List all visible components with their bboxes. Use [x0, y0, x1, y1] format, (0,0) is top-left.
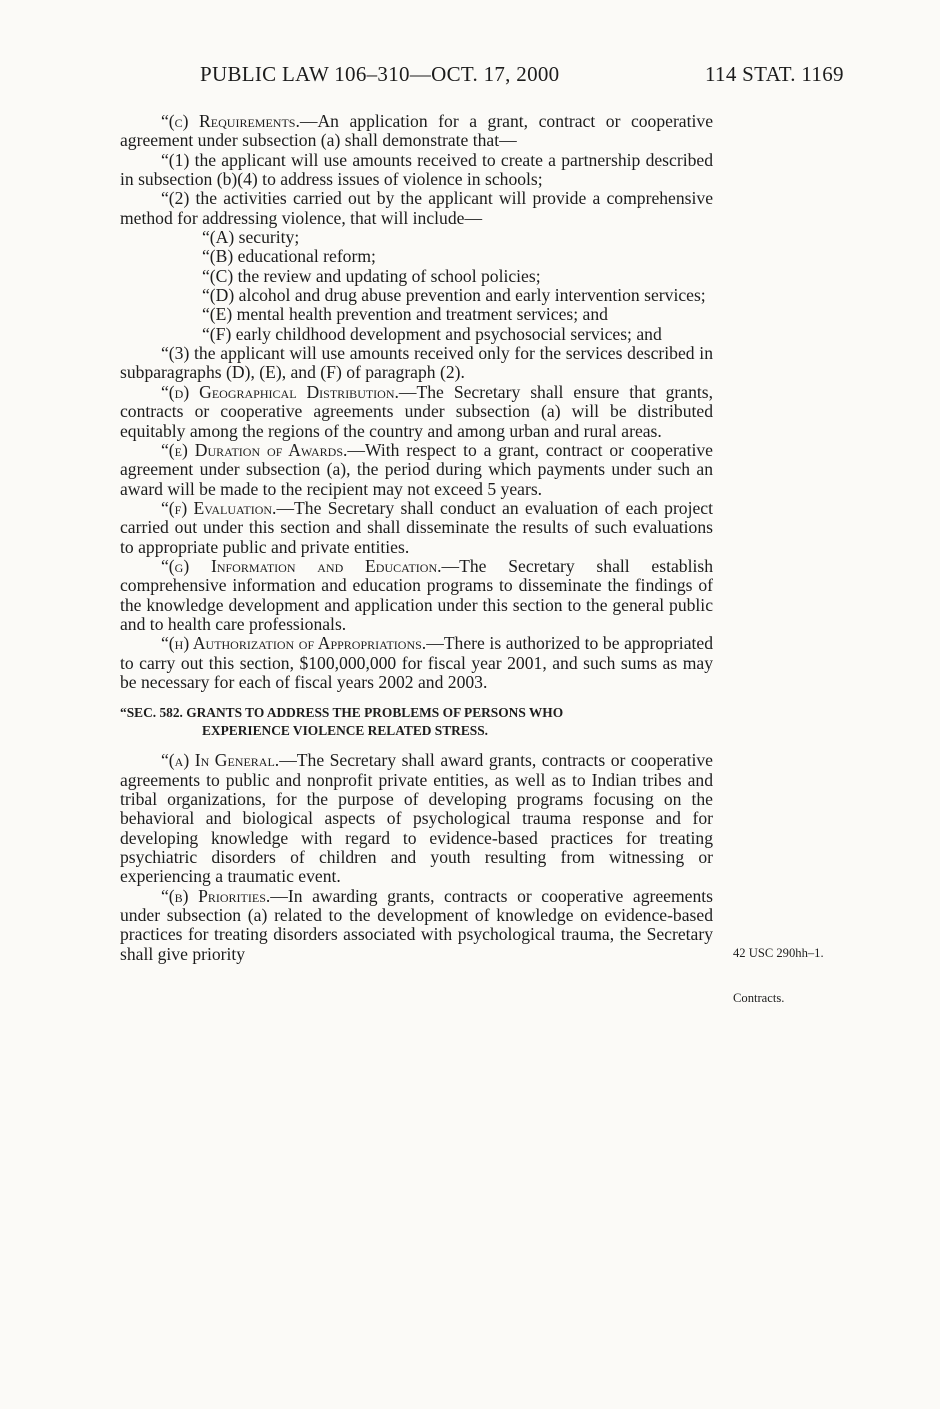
subsection-heading: “(d) Geographical Distribution. [161, 381, 399, 402]
subparagraph-e: “(E) mental health prevention and treatment services; and [202, 304, 608, 325]
subsection-heading: “(g) Information and Education. [161, 555, 442, 576]
page-header [0, 62, 940, 90]
subparagraph-b: “(B) educational reform; [202, 246, 376, 267]
subsection-heading: “(b) Priorities. [161, 885, 271, 906]
subsection-h: “(h) Authorization of Appropriations.—There is authorized to be appropriated to carry out this section, $100,000,000 for fiscal year 2001, and such sums as may be necessary for each of fiscal years 2002 and 2003. [120, 633, 714, 692]
subsection-heading: “(e) Duration of Awards. [161, 439, 348, 460]
subsection-heading: “(a) In General. [161, 750, 280, 771]
subsection-g: “(g) Information and Education.—The Secretary shall establish comprehensive information and education programs to disseminate the findings of the knowledge development and application under this section to the general public and to health care professionals. [120, 555, 713, 634]
section-heading-line-2: EXPERIENCE VIOLENCE RELATED STRESS. [202, 723, 488, 739]
subsection-heading: “(f) Evaluation. [161, 497, 277, 518]
subparagraph-a: “(A) security; [202, 227, 300, 248]
margin-note-contracts: Contracts. [733, 991, 785, 1005]
subparagraph-d: “(D) alcohol and drug abuse prevention and early intervention services; [202, 285, 706, 306]
section-582-subsection-a: “(a) In General.—The Secretary shall award grants, contracts or cooperative agreements to public and nonprofit private entities, as well as to Indian tribes and tribal organizations, for the purpose of developing programs focusing on the behavioral and biological aspects of psychological trauma response and for developing knowledge with regard to evidence-based practices for treating psychiatric disorders of children and youth resulting from witnessing or experiencing a traumatic event. [120, 750, 713, 887]
section-heading-line-1: “SEC. 582. GRANTS TO ADDRESS THE PROBLEMS OF PERSONS WHO [120, 705, 564, 721]
subparagraph-c: “(C) the review and updating of school policies; [202, 265, 541, 286]
subsection-heading: “(h) Authorization of Appropriations. [161, 633, 427, 654]
subsection-f: “(f) Evaluation.—The Secretary shall conduct an evaluation of each project carried out under this section and shall disseminate the results of such evaluations to appropriate public and private entities. [120, 497, 713, 557]
section-heading [120, 704, 713, 740]
subsection-heading: “(c) Requirements. [161, 111, 300, 131]
statute-page-number: 114 STAT. 1169 [705, 62, 844, 86]
statute-text [120, 112, 713, 964]
paragraph-c3: “(3) the applicant will use amounts received only for the services described in subparagraphs (D), (E), and (F) of paragraph (2). [120, 343, 713, 383]
subparagraph-f: “(F) early childhood development and psychosocial services; and [202, 323, 662, 344]
running-title: PUBLIC LAW 106–310—OCT. 17, 2000 [200, 62, 560, 86]
paragraph-c2: “(2) the activities carried out by the applicant will provide a comprehensive method for addressing violence, that will include— [120, 188, 713, 228]
subsection-c: “(c) Requirements.—An application for a grant, contract or cooperative agreement under subsection (a) shall demonstrate that— [120, 111, 714, 151]
subsection-d: “(d) Geographical Distribution.—The Secretary shall ensure that grants, contracts or cooperative agreements under subsection (a) will be distributed equitably among the regions of the country and among urban and rural areas. [120, 381, 713, 441]
subsection-e: “(e) Duration of Awards.—With respect to a grant, contract or cooperative agreement under subsection (a), the period during which payments under such an award will be made to the recipient may not exceed 5 years. [120, 439, 713, 499]
section-582-subsection-b: “(b) Priorities.—In awarding grants, contracts or cooperative agreements under subsection (a) related to the development of knowledge on evidence-based practices for treating disorders associated with psychological trauma, the Secretary shall give priority [120, 885, 713, 964]
paragraph-c1: “(1) the applicant will use amounts received to create a partnership described in subsection (b)(4) to address issues of violence in schools; [120, 149, 713, 190]
margin-note-usc-citation: 42 USC 290hh–1. [733, 946, 824, 960]
